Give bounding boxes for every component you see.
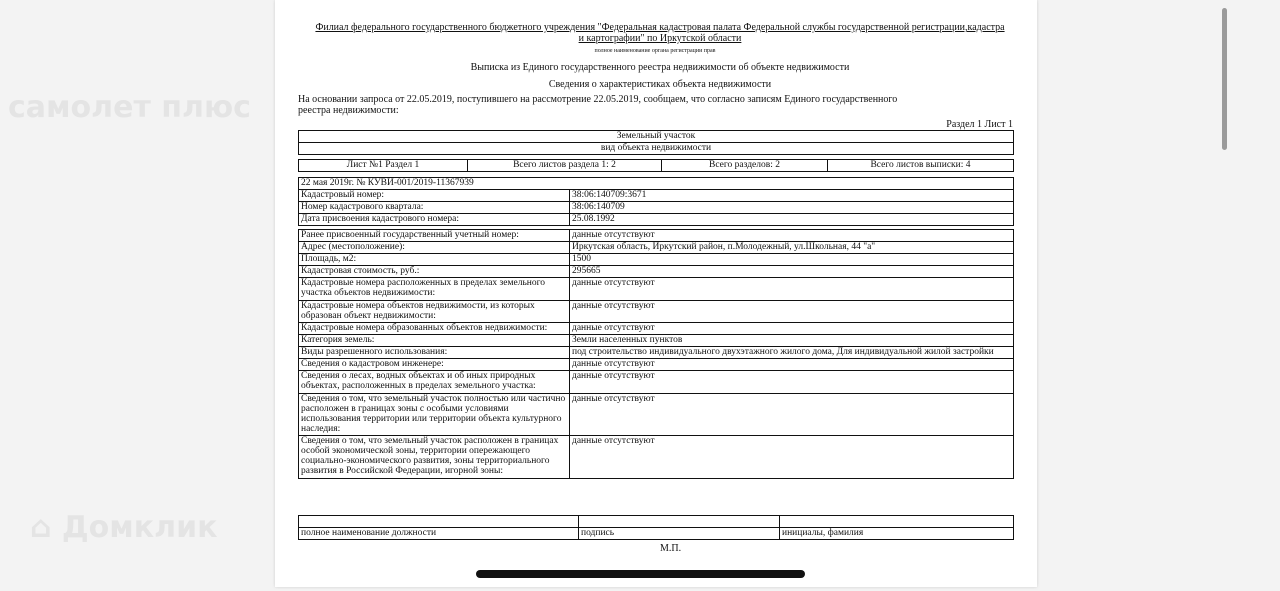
row-value: данные отсутствуют bbox=[570, 323, 1014, 335]
row-label: Кадастровые номера образованных объектов недвижимости: bbox=[299, 323, 570, 335]
signature-position-label: полное наименование должности bbox=[299, 528, 579, 540]
watermark-samolet: самолет плюс bbox=[8, 90, 251, 125]
scrollbar[interactable] bbox=[1222, 8, 1227, 150]
row-label: Кадастровый номер: bbox=[299, 190, 570, 202]
intro-text: На основании запроса от 22.05.2019, поступившего на рассмотрение 22.05.2019, сообщаем, что согласно записям Единого государственного реестра недвижимости: bbox=[298, 94, 898, 116]
sheet-info: Всего разделов: 2 bbox=[662, 160, 828, 172]
main-info-table bbox=[298, 177, 1014, 226]
row-value: данные отсутствуют bbox=[570, 230, 1014, 242]
sheet-info: Всего листов раздела 1: 2 bbox=[468, 160, 662, 172]
row-value: под строительство индивидуального двухэтажного жилого дома, Для индивидуальной жилой застройки bbox=[570, 347, 1014, 359]
row-label: Сведения о кадастровом инженере: bbox=[299, 359, 570, 371]
row-value: данные отсутствуют bbox=[570, 371, 1014, 394]
row-label: Кадастровые номера расположенных в пределах земельного участка объектов недвижимости: bbox=[299, 278, 570, 301]
row-value: 25.08.1992 bbox=[570, 214, 1014, 226]
row-value: 38:06:140709:3671 bbox=[570, 190, 1014, 202]
doc-subtitle: Сведения о характеристиках объекта недвижимости bbox=[548, 79, 772, 90]
row-label: Площадь, м2: bbox=[299, 254, 570, 266]
row-label: Сведения о том, что земельный участок расположен в границах особой экономической зоны, территории опережающего социально-экономического развития, зоны территориального развития в Российской Федерации, игорной зоны: bbox=[299, 436, 570, 479]
row-value: 1500 bbox=[570, 254, 1014, 266]
watermark-domclick bbox=[30, 510, 218, 545]
row-value: данные отсутствуют bbox=[570, 359, 1014, 371]
sheet-info: Всего листов выписки: 4 bbox=[828, 160, 1014, 172]
object-type-caption: вид объекта недвижимости bbox=[299, 143, 1014, 155]
row-value: данные отсутствуют bbox=[570, 394, 1014, 436]
object-type-table bbox=[298, 130, 1014, 155]
row-label: Дата присвоения кадастрового номера: bbox=[299, 214, 570, 226]
row-label: Ранее присвоенный государственный учетный номер: bbox=[299, 230, 570, 242]
row-value: Иркутская область, Иркутский район, п.Молодежный, ул.Школьная, 44 "а" bbox=[570, 242, 1014, 254]
signature-name-label: инициалы, фамилия bbox=[780, 528, 1014, 540]
row-label: Кадастровая стоимость, руб.: bbox=[299, 266, 570, 278]
object-type: Земельный участок bbox=[299, 131, 1014, 143]
row-value: данные отсутствуют bbox=[570, 301, 1014, 323]
row-label: Адрес (местоположение): bbox=[299, 242, 570, 254]
row-label: Номер кадастрового квартала: bbox=[299, 202, 570, 214]
section-label: Раздел 1 Лист 1 bbox=[946, 119, 1013, 130]
stamp-label: М.П. bbox=[660, 543, 682, 554]
row-label: Категория земель: bbox=[299, 335, 570, 347]
signature-table bbox=[298, 515, 1014, 540]
row-value: 38:06:140709 bbox=[570, 202, 1014, 214]
watermark-domclick-text: Домклик bbox=[61, 510, 218, 545]
characteristics-table bbox=[298, 229, 1014, 479]
row-label: Сведения о том, что земельный участок полностью или частично расположен в границах зоны с особыми условиями использования территории или территории объекта культурного наследия: bbox=[299, 394, 570, 436]
row-label: Виды разрешенного использования: bbox=[299, 347, 570, 359]
doc-number: 22 мая 2019г. № КУВИ-001/2019-11367939 bbox=[299, 178, 1014, 190]
row-value: 295665 bbox=[570, 266, 1014, 278]
sheet-info-table bbox=[298, 159, 1014, 172]
sheet-info: Лист №1 Раздел 1 bbox=[299, 160, 468, 172]
org-name: Филиал федерального государственного бюджетного учреждения "Федеральная кадастровая палата Федеральной службы государственной регистрации,кадастра и картографии" по Иркутской области bbox=[315, 22, 1005, 44]
row-value: данные отсутствуют bbox=[570, 278, 1014, 301]
house-icon: ⌂ bbox=[30, 510, 62, 545]
row-value: данные отсутствуют bbox=[570, 436, 1014, 479]
doc-title: Выписка из Единого государственного реестра недвижимости об объекте недвижимости bbox=[470, 62, 850, 73]
org-caption: полное наименование органа регистрации прав bbox=[594, 48, 716, 54]
signature-sign-label: подпись bbox=[579, 528, 780, 540]
row-label: Кадастровые номера объектов недвижимости, из которых образован объект недвижимости: bbox=[299, 301, 570, 323]
row-label: Сведения о лесах, водных объектах и об иных природных объектах, расположенных в пределах земельного участка: bbox=[299, 371, 570, 394]
home-indicator[interactable] bbox=[476, 570, 805, 578]
row-value: Земли населенных пунктов bbox=[570, 335, 1014, 347]
